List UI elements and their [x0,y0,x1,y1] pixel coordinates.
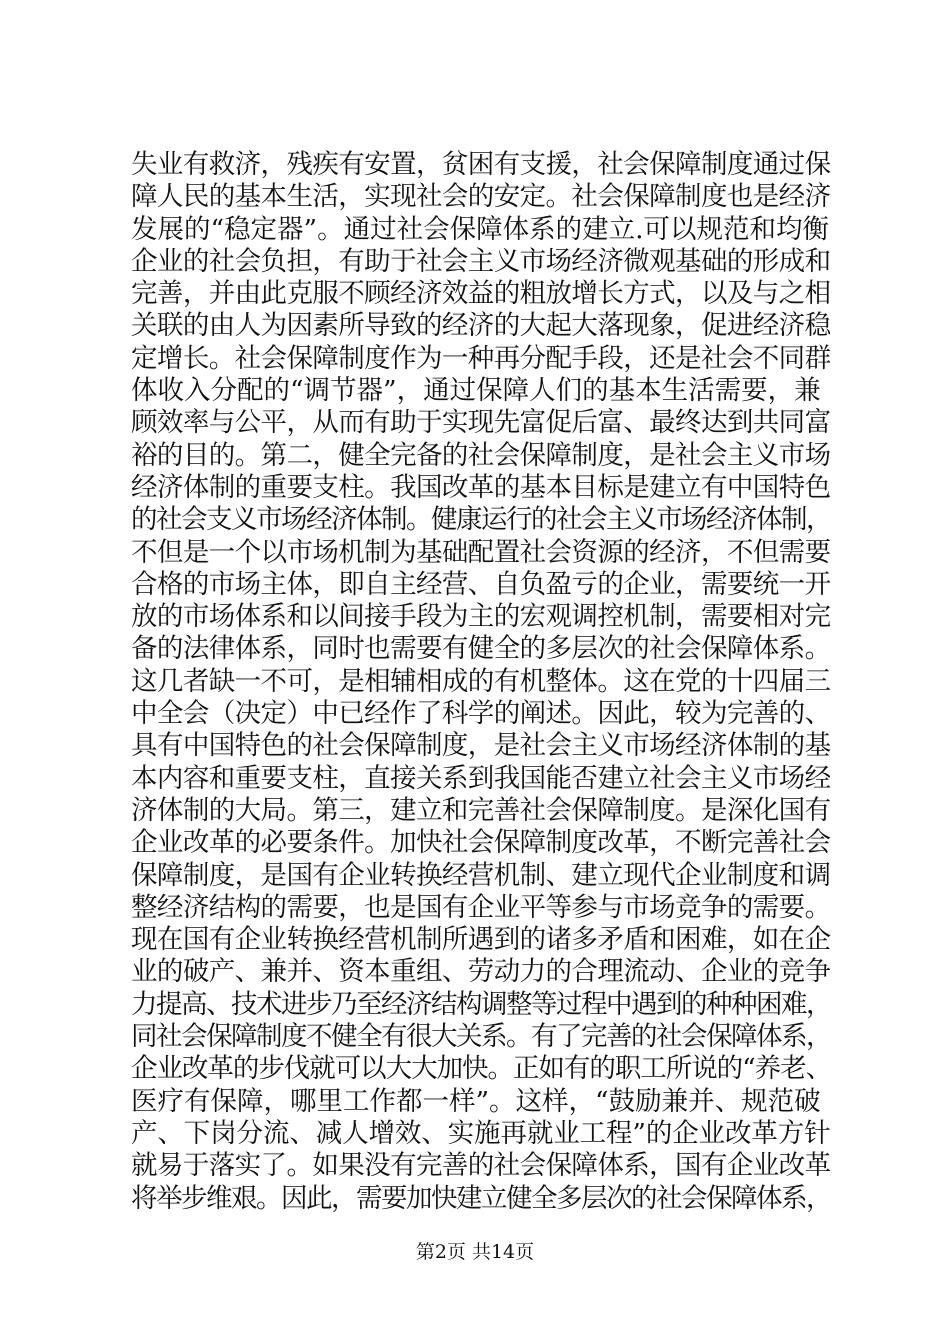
text-line: 就易于落实了。如果没有完善的社会保障体系，国有企业改革 [131,1150,831,1182]
text-line: 力提高、技术进步乃至经济结构调整等过程中遇到的种种困难， [131,988,831,1020]
text-line: 整经济结构的需要，也是国有企业平等参与市场竞争的需要。 [131,891,831,923]
text-line: 将举步维艰。因此，需要加快建立健全多层次的社会保障体系， [131,1182,831,1214]
text-line: 关联的由人为因素所导致的经济的大起大落现象，促进经济稳 [131,310,831,342]
text-line: 顾效率与公平，从而有助于实现先富促后富、最终达到共同富 [131,407,831,439]
text-line: 产、下岗分流、减人增效、实施再就业工程”的企业改革方针 [131,1117,831,1149]
text-line: 合格的市场主体，即自主经营、自负盈亏的企业，需要统一开 [131,568,831,600]
text-line: 发展的“稳定器”。通过社会保障体系的建立.可以规范和均衡 [131,213,830,245]
body-text [131,149,831,1215]
text-line: 完善，并由此克服不顾经济效益的粗放增长方式，以及与之相 [131,278,831,310]
text-line: 这几者缺一不可，是相辅相成的有机整体。这在党的十四届三 [131,665,831,697]
text-line: 业的破产、兼并、资本重组、劳动力的合理流动、企业的竞争 [131,956,831,988]
text-line: 企业改革的必要条件。加快社会保障制度改革，不断完善社会 [131,827,831,859]
text-line: 障人民的基本生活，实现社会的安定。社会保障制度也是经济 [131,181,831,213]
text-line: 具有中国特色的社会保障制度，是社会主义市场经济体制的基 [131,730,831,762]
text-line: 不但是一个以市场机制为基础配置社会资源的经济，不但需要 [131,536,831,568]
text-line: 定增长。社会保障制度作为一种再分配手段，还是社会不同群 [131,342,831,374]
text-line: 同社会保障制度不健全有很大关系。有了完善的社会保障体系， [131,1021,831,1053]
text-line: 中全会（决定）中已经作了科学的阐述。因此，较为完善的、 [131,698,831,730]
text-line: 本内容和重要支柱，直接关系到我国能否建立社会主义市场经 [131,762,831,794]
text-line: 备的法律体系，同时也需要有健全的多层次的社会保障体系。 [131,633,831,665]
text-line: 企业的社会负担，有助于社会主义市场经济微观基础的形成和 [131,245,831,277]
text-line: 放的市场体系和以间接手段为主的宏观调控机制，需要相对完 [131,601,831,633]
page-footer: 第2页 共14页 [415,1241,535,1263]
text-line: 医疗有保障，哪里工作都一样”。这样，“鼓励兼并、规范破 [131,1085,821,1117]
text-line: 现在国有企业转换经营机制所遇到的诸多矛盾和困难，如在企 [131,924,831,956]
text-line: 保障制度，是国有企业转换经营机制、建立现代企业制度和调 [131,859,831,891]
text-line: 失业有救济，残疾有安置，贫困有支援，社会保障制度通过保 [131,149,831,180]
text-line: 企业改革的步伐就可以大大加快。正如有的职工所说的“养老、 [131,1053,831,1085]
text-line: 的社会支义市场经济体制。健康运行的社会主义市场经济体制， [131,504,831,536]
text-line: 济体制的大局。第三，建立和完善社会保障制度。是深化国有 [131,794,831,826]
text-line: 裕的目的。第二，健全完备的社会保障制度，是社会主义市场 [131,439,831,471]
text-line: 经济体制的重要支柱。我国改革的基本目标是建立有中国特色 [131,471,831,503]
text-line: 体收入分配的“调节器”，通过保障人们的基本生活需要，兼 [131,375,821,407]
